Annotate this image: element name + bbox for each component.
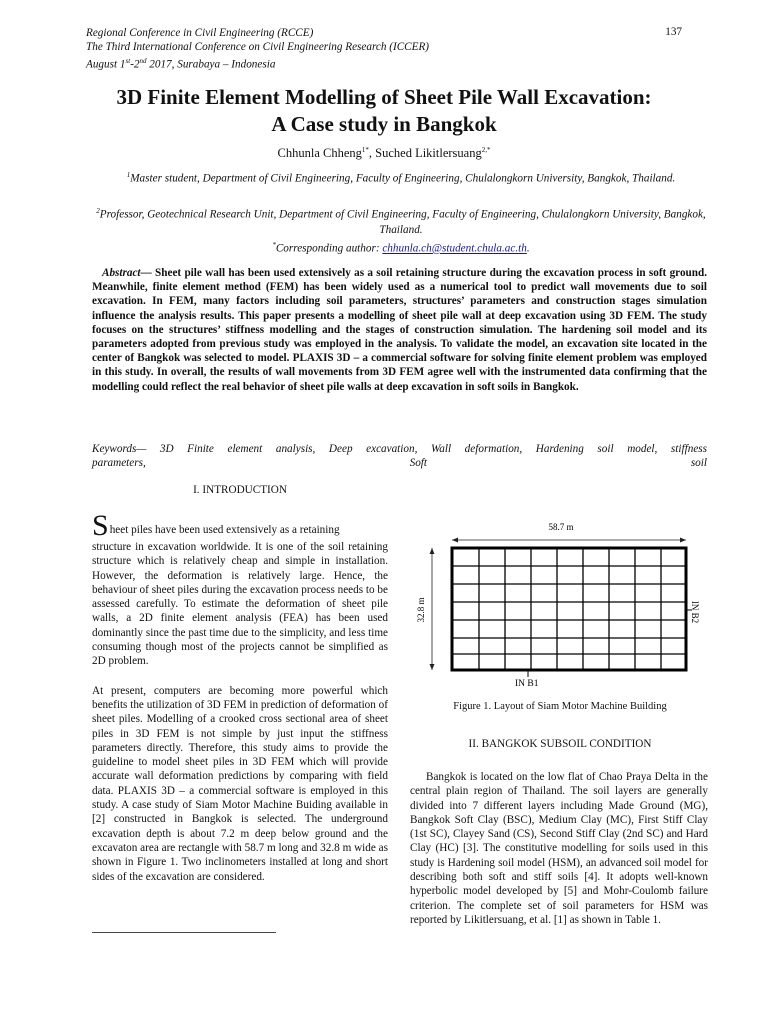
- dropcap-letter: S: [92, 509, 109, 542]
- affiliation-2: $^2$Professor, Geotechnical Research Unit, Department of Civil Engineering, Faculty of Engineering, Chulalongkorn University, Bangkok, Thailand.: [96, 207, 706, 236]
- keywords-line-1: Keywords— 3D Finite element analysis, Deep excavation, Wall deformation, Hardening soil model, stiffness: [92, 443, 707, 455]
- figure-1-caption: Figure 1. Layout of Siam Motor Machine Building: [453, 701, 667, 712]
- corresponding-email-link[interactable]: chhunla.ch@student.chula.ac.th: [382, 242, 527, 255]
- height-arrow-bottom: [430, 664, 435, 670]
- conference-date-line: August 1st-2nd 2017, Surabaya – Indonesia: [86, 57, 276, 71]
- page-number: 137: [665, 26, 682, 38]
- width-arrow-left: [452, 538, 458, 543]
- section-heading-subsoil: II. BANGKOK SUBSOIL CONDITION: [468, 738, 652, 750]
- footnote-rule: [92, 932, 276, 933]
- abstract: Abstract— Sheet pile wall has been used extensively as a soil retaining structure during the excavation process in soft ground. Meanwhile, finite element method (FEM) has been widely used as a numerical tool to predict wall movements due to soil excavation. In FEM, many factors including soil parameters, structures’ parameters and construction stages simulation influence the analysis results. This paper presents a modelling of sheet pile wall at deep excavation using 3D FEM. The study focuses on the structures’ stiffness modelling and the stages of construction simulation. The hardening soil model and its parameters adopted from previous study was employed in the analysis. To validate the model, an excavation site located in the center of Bangkok was selected to model. PLAXIS 3D – a commercial software for solving finite element problem was employed in this study. In overall, the results of wall movements from 3D FEM agree well with the instrumented data confirming that the modelling could reflect the real behavior of sheet pile walls at deep excavation in soft soils in Bangkok.: [92, 267, 708, 393]
- paper-title: [60, 84, 708, 138]
- conference-header: [86, 26, 429, 72]
- keywords-line-2: parameters, Soft soil: [92, 457, 707, 469]
- intro-paragraph-2: At present, computers are becoming more powerful which benefits the utilization of 3D FEM in prediction of deformation of sheet piles. Modelling of a crooked cross sectional area of sheet piles in 3D FEM is not simple by just input the stiffness parameters directly. Therefore, this study aims to provide the guideline to model sheet piles in 3D FEM which will provide accurate wall deformation predictions by comparing with field data. PLAXIS 3D – a commercial software is employed in this study. A case study of Siam Motor Machine Buiding available in [2] constructed in Bangkok is selected. The underground excavation depth is about 7.2 m deep below ground and the excavaton area are rectangle with 58.7 m long and 32.8 m wide as shown in Figure 1. Two inclinometers installed at long and short sides of the excavation are considered.: [92, 684, 388, 883]
- height-arrow-top: [430, 548, 435, 554]
- height-label: 32.8 m: [416, 597, 426, 623]
- author-1: Chhunla Chheng: [277, 146, 362, 161]
- keywords: [92, 442, 707, 470]
- intro-paragraph-1: S heet piles have been used extensively as a retaining structure in excavation worldwide. It is one of the soil retaining structure which is relatively cheap and simple in installation. However, the deformation is relatively large. Hence, the behaviour of sheet piles during the excavation process needs to be assessed carefully. To estimate the deformation of sheet pile walls, a 2D finite element analysis (FEA) has been used dominantly since the past time due to the simplicity, and less time consuming though most of the projects cannot be simplified as 2D problem.: [92, 509, 388, 668]
- corresponding-author: *Corresponding author: chhunla.ch@student.chula.ac.th.: [272, 241, 530, 255]
- left-column: [92, 509, 388, 884]
- conference-line-1: Regional Conference in Civil Engineering (RCCE): [86, 27, 314, 39]
- strut-grid: [452, 548, 686, 670]
- inclinometer-b1-label: IN B1: [515, 679, 539, 688]
- affiliation-1: $^1$Master student, Department of Civil Engineering, Faculty of Engineering, Chulalongkorn University, Bangkok, Thailand.: [126, 171, 676, 185]
- width-label: 58.7 m: [548, 522, 574, 532]
- conference-line-2: The Third International Conference on Civil Engineering Research (ICCER): [86, 41, 430, 53]
- width-arrow-right: [680, 538, 686, 543]
- figure-1: [410, 514, 710, 688]
- author-list: Chhunla Chheng$^{1*}$, Suched Likitlersuang$^{2,*}$: [277, 146, 491, 161]
- abstract-label: Abstract: [102, 267, 141, 279]
- inclinometer-b2-label: IN B2: [690, 600, 700, 624]
- author-2: Suched Likitlersuang: [375, 146, 482, 161]
- title-line-2: A Case study in Bangkok: [271, 112, 497, 136]
- abstract-text: Sheet pile wall has been used extensively as a soil retaining structure during the excavation process in soft ground. Meanwhile, finite element method (FEM) has been widely used as a numerical tool to predict wall movements due to soil excavation. In FEM, many factors including soil parameters, structures’ parameters and construction stages simulation influence the analysis results. This paper presents a modelling of sheet pile wall at deep excavation using 3D FEM. The study focuses on the structures’ stiffness modelling and the stages of construction simulation. The hardening soil model and its parameters adopted from previous study was employed in the analysis. To validate the model, an excavation site located in the center of Bangkok was selected to model. PLAXIS 3D – a commercial software for solving finite element problem was employed in this study. In overall, the results of wall movements from 3D FEM agree well with the instrumented data confirming that the modelling could reflect the real behavior of sheet pile walls at deep excavation in soft soils in Bangkok.: [92, 267, 708, 393]
- excavation-layout-diagram: [410, 514, 710, 688]
- subsoil-paragraph-1: Bangkok is located on the low flat of Chao Praya Delta in the central plain region of Thailand. The soil layers are generally divided into 7 different layers including Made Ground (MG), Bangkok Soft Clay (BSC), Medium Clay (MC), First Stiff Clay (1st SC), Clayey Sand (CS), Second Stiff Clay (2nd SC) and Hard Clay (HC) [3]. The constitutive modelling for soils used in this study is Hardening soil model (HSM), an advanced soil model for describing both soft and stiff soils [4]. It adopts well-known hyperbolic model developed by [5] and Mohr-Coulomb failure criterion. The complete set of soil parameters for HSM was reported by Likitlersuang, et al. [1] as shown in Table 1.: [410, 771, 708, 926]
- title-line-1: 3D Finite Element Modelling of Sheet Pile Wall Excavation:: [116, 85, 652, 109]
- section-heading-introduction: I. INTRODUCTION: [193, 484, 287, 496]
